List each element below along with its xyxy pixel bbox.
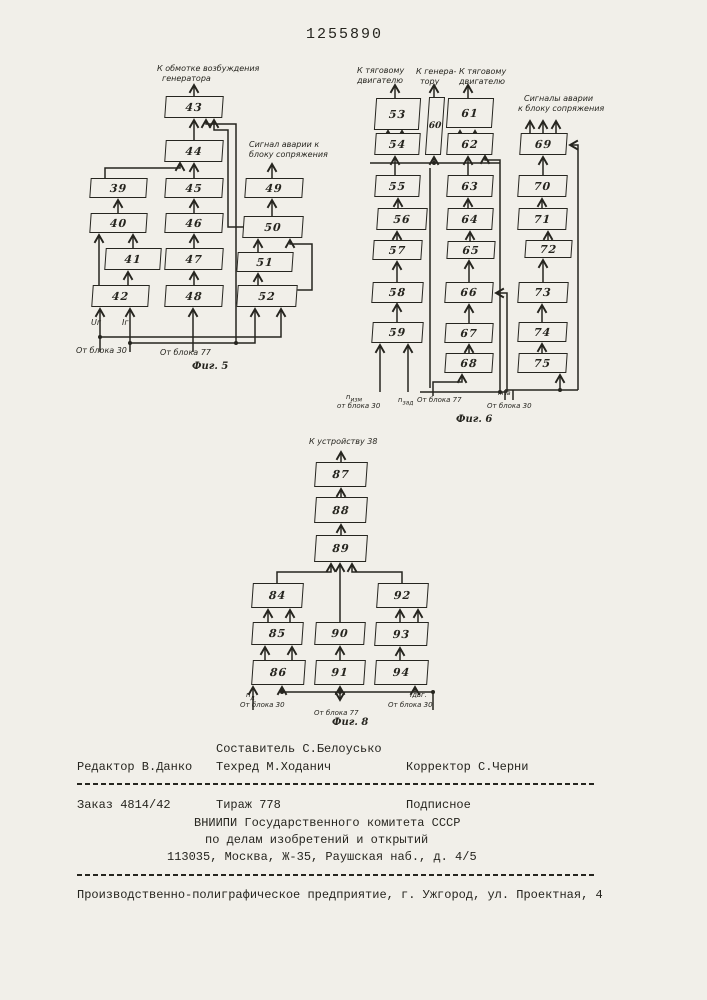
block-84: 84 [251,583,304,608]
block-54: 54 [374,133,421,155]
block-74: 74 [517,322,567,342]
block-50: 50 [242,216,304,238]
imprint-korrektor: Корректор С.Черни [406,760,529,774]
block-46: 46 [164,213,223,233]
block-53: 53 [374,98,421,130]
block-55: 55 [374,175,421,197]
fig6-alarm-label: Сигналы аварии к блоку сопряжения [518,94,605,113]
block-63: 63 [446,175,494,197]
block-41: 41 [104,248,162,270]
block-93: 93 [374,622,429,646]
imprint-vniipi-line1: ВНИИПИ Государственного комитета СССР [194,816,461,830]
imprint-printer: Производственно-полиграфическое предприятие, г. Ужгород, ул. Проектная, 4 [77,888,603,902]
fig8-from-block-77-label: От блока 77 [314,709,359,717]
block-51: 51 [236,252,293,272]
block-62: 62 [446,133,494,155]
block-39: 39 [89,178,147,198]
block-86: 86 [251,660,306,685]
block-87: 87 [314,462,368,487]
fig5-caption: Фиг. 5 [192,361,229,372]
imprint-zakaz: Заказ 4814/42 [77,798,171,812]
block-70: 70 [517,175,568,197]
block-88: 88 [314,497,368,523]
block-75: 75 [517,353,567,373]
block-49: 49 [244,178,303,198]
block-47: 47 [164,248,224,270]
block-73: 73 [517,282,568,303]
fig8-output-label: К устройству 38 [309,437,378,446]
block-58: 58 [371,282,423,303]
block-61: 61 [446,98,494,128]
fig8-n-d-source-label: От блока 30 [240,701,285,709]
imprint-vniipi-line2: по делам изобретений и открытий [205,833,429,847]
fig6-motor-right-label: К тяговому двигателю [459,67,507,86]
fig5-alarm-label: Сигнал аварии к блоку сопряжения [249,140,328,159]
fig6-n-izm-label: $n_{изм}$ [346,393,363,404]
fig6-n-zad-label: $n_{зад}$ [398,396,414,407]
fig5-from-block-77-label: От блока 77 [160,348,211,357]
fig8-caption: Фиг. 8 [332,717,369,728]
fig6-motor-left-label: К тяговому двигателю [357,66,405,85]
imprint-redaktor: Редактор В.Данко [77,760,193,774]
block-42: 42 [91,285,150,307]
block-48: 48 [164,285,224,307]
block-45: 45 [164,178,223,198]
block-67: 67 [444,323,493,343]
patent-number: 1255890 [306,26,384,43]
fig8-n-d-label: $n_д$ [246,691,255,702]
imprint-podpisnoe: Подписное [406,798,471,812]
imprint-tekhred: Техред М.Ходанич [216,760,332,774]
block-90: 90 [314,622,366,645]
block-52: 52 [236,285,298,307]
fig6-generator-label: К генера- тору [416,67,457,86]
block-71: 71 [517,208,568,230]
block-64: 64 [446,208,494,230]
block-40: 40 [89,213,147,233]
fig5-input-ig-label: Iг [122,318,129,327]
imprint-divider-top [77,783,596,785]
imprint-sostavitel: Составитель С.Белоусько [216,742,382,756]
fig5-input-ug-label: Uг [91,318,102,327]
block-92: 92 [376,583,429,608]
block-59: 59 [371,322,423,343]
imprint-divider-bottom [77,874,596,876]
fig8-current-label: Iдвг. [410,691,427,699]
fig5-output-label: К обмотке возбуждения генератора [157,64,260,83]
fig6-n-izm-source-label: от блока 30 [337,402,381,410]
imprint-vniipi-line3: 113035, Москва, Ж-35, Раушская наб., д. 4/5 [167,850,477,864]
block-56: 56 [376,208,428,230]
fig5-from-block-30-label: От блока 30 [76,346,127,355]
block-69: 69 [519,133,568,155]
block-89: 89 [314,535,368,562]
block-57: 57 [372,240,422,260]
block-85: 85 [251,622,304,645]
block-65: 65 [446,241,495,259]
fig6-from-block-30-label: От блока 30 [487,402,532,410]
block-43: 43 [164,96,224,118]
fig6-current-labels: Iя Iв [498,390,511,397]
fig8-current-source-label: От блока 30 [388,701,433,709]
block-66: 66 [444,282,493,303]
block-72: 72 [524,240,572,258]
block-44: 44 [164,140,224,162]
block-68: 68 [444,353,493,373]
fig6-caption: Фиг. 6 [456,414,493,425]
fig6-from-block-77-label: От блока 77 [417,396,462,404]
block-94: 94 [374,660,429,685]
block-60: 60 [425,97,445,155]
block-91: 91 [314,660,366,685]
imprint-tirazh: Тираж 778 [216,798,281,812]
